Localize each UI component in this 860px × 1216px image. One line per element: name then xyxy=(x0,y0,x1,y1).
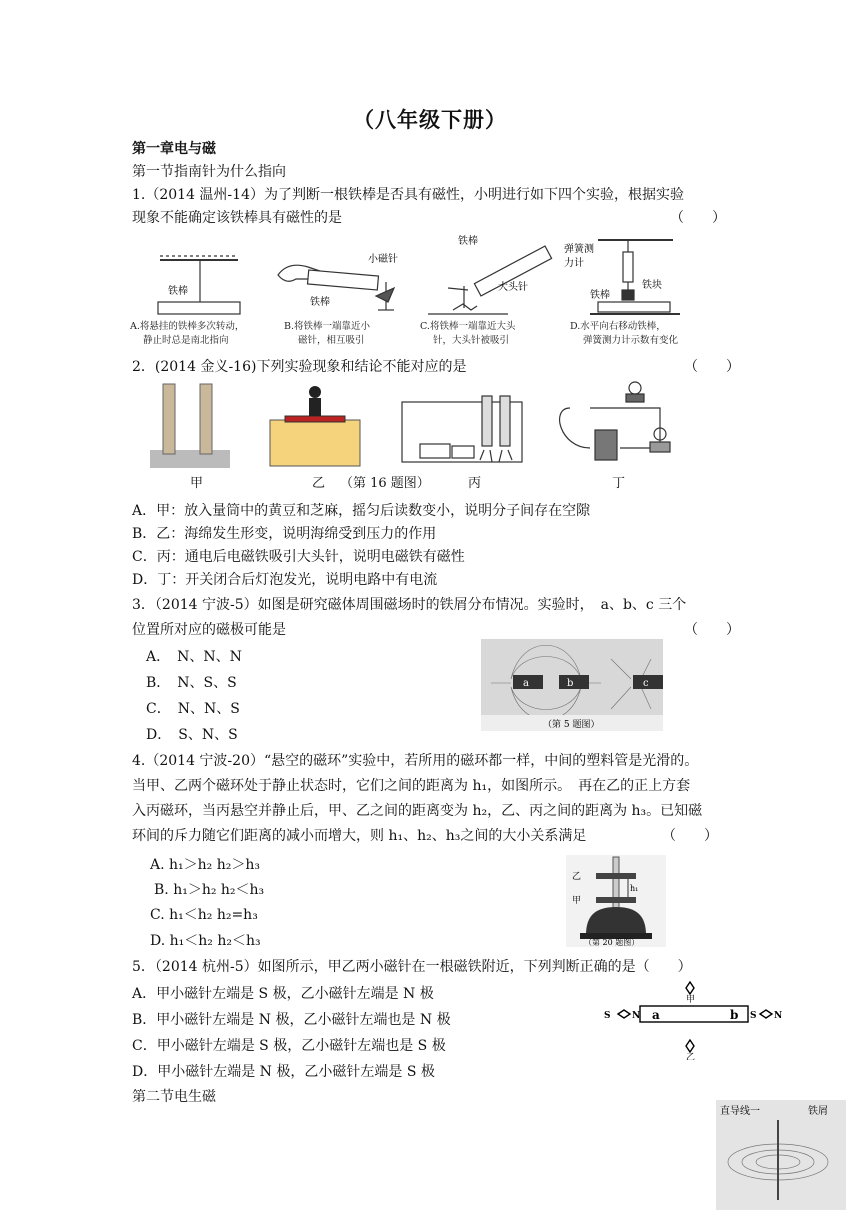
q2-option-b: B．乙：海绵发生形变，说明海绵受到压力的作用 xyxy=(132,526,437,542)
q3-option-b: B． N、S、S xyxy=(146,675,237,691)
q4-line1: 4.（2014 宁波-20）“悬空的磁环”实验中，若所用的磁环都一样，中间的塑料管是光滑的。 xyxy=(132,753,699,769)
q2-figure-number: （第 16 题图） xyxy=(340,476,430,491)
svg-text:铁块: 铁块 xyxy=(642,280,662,291)
q5-bar-end-a: a xyxy=(652,1008,660,1022)
q1-caption-c2: 针，大头针被吸引 xyxy=(433,335,510,346)
q1-caption-d1: D.水平向右移动铁棒， xyxy=(570,321,666,332)
q5-option-a: A．甲小磁针左端是 S 极，乙小磁针左端是 N 极 xyxy=(132,986,434,1002)
chapter-heading: 第一章电与磁 xyxy=(132,141,216,157)
q6-label-wire: 直导线一 xyxy=(720,1106,760,1117)
q2-label-ding: 丁 xyxy=(612,476,626,491)
q1-fig-label: 铁棒 xyxy=(168,286,188,297)
q5-figure xyxy=(600,980,786,1060)
q6-figure xyxy=(716,1100,846,1210)
q3-pole-a: a xyxy=(523,678,529,689)
q4-label-jia: 甲 xyxy=(572,896,582,906)
q1-line1: 1.（2014 温州-14）为了判断一根铁棒是否具有磁性，小明进行如下四个实验，根据实验 xyxy=(132,187,684,203)
svg-text:力计: 力计 xyxy=(564,258,584,269)
q3-line1: 3．（2014 宁波-5）如图是研究磁体周围磁场时的铁屑分布情况。实验时， a、b、c 三个 xyxy=(132,597,687,613)
q3-line2: 位置所对应的磁极可能是 xyxy=(132,622,286,638)
q5-label-jia: 甲 xyxy=(686,995,696,1005)
q1-line2: 现象不能确定该铁棒具有磁性的是 xyxy=(132,210,342,226)
page-title: （八年级下册） xyxy=(353,107,507,132)
q5-option-b: B．甲小磁针左端是 N 极，乙小磁针左端也是 N 极 xyxy=(132,1012,451,1028)
q4-line3: 入丙磁环，当丙悬空并静止后，甲、乙之间的距离变为 h₂，乙、丙之间的距离为 h₃。已知磁 xyxy=(132,803,703,819)
q5-label-yi: 乙 xyxy=(686,1053,696,1060)
q2-label-jia: 甲 xyxy=(190,476,204,491)
q4-figure-number: （第 20 题图） xyxy=(584,938,640,947)
q5-option-d: D．甲小磁针左端是 N 极，乙小磁针左端是 S 极 xyxy=(132,1064,435,1080)
q5-left-needle-s: S xyxy=(604,1011,611,1021)
q1-caption-a1: A.将悬挂的铁棒多次转动， xyxy=(130,321,245,332)
q4-figure xyxy=(566,855,666,947)
q3-figure xyxy=(481,639,663,731)
svg-text:铁棒: 铁棒 xyxy=(458,236,478,247)
q2-option-a: A．甲：放入量筒中的黄豆和芝麻，摇匀后读数变小，说明分子间存在空隙 xyxy=(132,503,591,519)
q5-bar-end-b: b xyxy=(730,1008,739,1022)
q3-answer-paren: （ ） xyxy=(684,622,740,638)
q1-caption-d2: 弹簧测力计示数有变化 xyxy=(583,335,679,346)
q2-stem: 2．(2014 金义-16)下列实验现象和结论不能对应的是 xyxy=(132,359,467,375)
q5-option-c: C．甲小磁针左端是 S 极，乙小磁针左端也是 S 极 xyxy=(132,1038,446,1054)
svg-text:小磁针: 小磁针 xyxy=(368,254,398,265)
q6-label-filings: 铁屑 xyxy=(808,1106,828,1117)
q4-option-d: D. h₁＜h₂ h₂＜h₃ xyxy=(150,933,261,949)
q5-left-needle-n: N xyxy=(632,1011,641,1021)
q3-option-d: D． S、N、S xyxy=(146,727,238,743)
q2-figure xyxy=(150,378,690,470)
q5-right-needle-n: N xyxy=(774,1011,783,1021)
section-heading: 第一节指南针为什么指向 xyxy=(132,164,286,180)
q3-option-c: C． N、N、S xyxy=(146,701,240,717)
q4-option-b: B. h₁＞h₂ h₂＜h₃ xyxy=(154,882,265,898)
q1-caption-a2: 静止时总是南北指向 xyxy=(143,335,229,346)
q1-caption-b1: B.将铁棒一端靠近小 xyxy=(284,321,371,332)
q4-label-yi: 乙 xyxy=(572,872,582,882)
section2-heading: 第二节电生磁 xyxy=(132,1089,216,1105)
q2-label-bing: 丙 xyxy=(468,476,482,491)
q5-stem: 5．（2014 杭州-5）如图所示，甲乙两小磁针在一根磁铁附近，下列判断正确的是（ ） xyxy=(132,959,692,975)
q2-option-d: D．丁：开关闭合后灯泡发光，说明电路中有电流 xyxy=(132,572,438,588)
q2-option-c: C．丙：通电后电磁铁吸引大头针，说明电磁铁有磁性 xyxy=(132,549,465,565)
q4-label-h1: h₁ xyxy=(630,884,639,893)
q2-label-yi: 乙 xyxy=(312,476,326,491)
q4-option-a: A. h₁＞h₂ h₂＞h₃ xyxy=(150,857,260,873)
q4-option-c: C. h₁＜h₂ h₂=h₃ xyxy=(150,907,258,923)
q1-caption-c1: C.将铁棒一端靠近大头 xyxy=(420,321,516,332)
q3-pole-b: b xyxy=(567,678,574,689)
svg-text:铁棒: 铁棒 xyxy=(310,297,330,308)
q4-line4: 环间的斥力随它们距离的减小而增大，则 h₁、h₂、h₃之间的大小关系满足 xyxy=(132,828,587,844)
q3-option-a: A． N、N、N xyxy=(146,649,242,665)
q3-pole-c: c xyxy=(643,678,649,689)
q4-answer-paren: （ ） xyxy=(662,828,718,844)
q1-answer-paren: （ ） xyxy=(670,210,726,226)
q2-answer-paren: （ ） xyxy=(684,359,740,375)
q3-figure-number: （第 5 题图） xyxy=(543,720,600,730)
svg-text:大头针: 大头针 xyxy=(498,282,528,293)
svg-text:铁棒: 铁棒 xyxy=(590,290,610,301)
q5-right-needle-s: S xyxy=(750,1011,757,1021)
svg-text:弹簧测: 弹簧测 xyxy=(564,244,594,255)
q1-caption-b2: 磁针，相互吸引 xyxy=(298,335,365,346)
q4-line2: 当甲、乙两个磁环处于静止状态时，它们之间的距离为 h₁，如图所示。 再在乙的正上方套 xyxy=(132,778,691,794)
